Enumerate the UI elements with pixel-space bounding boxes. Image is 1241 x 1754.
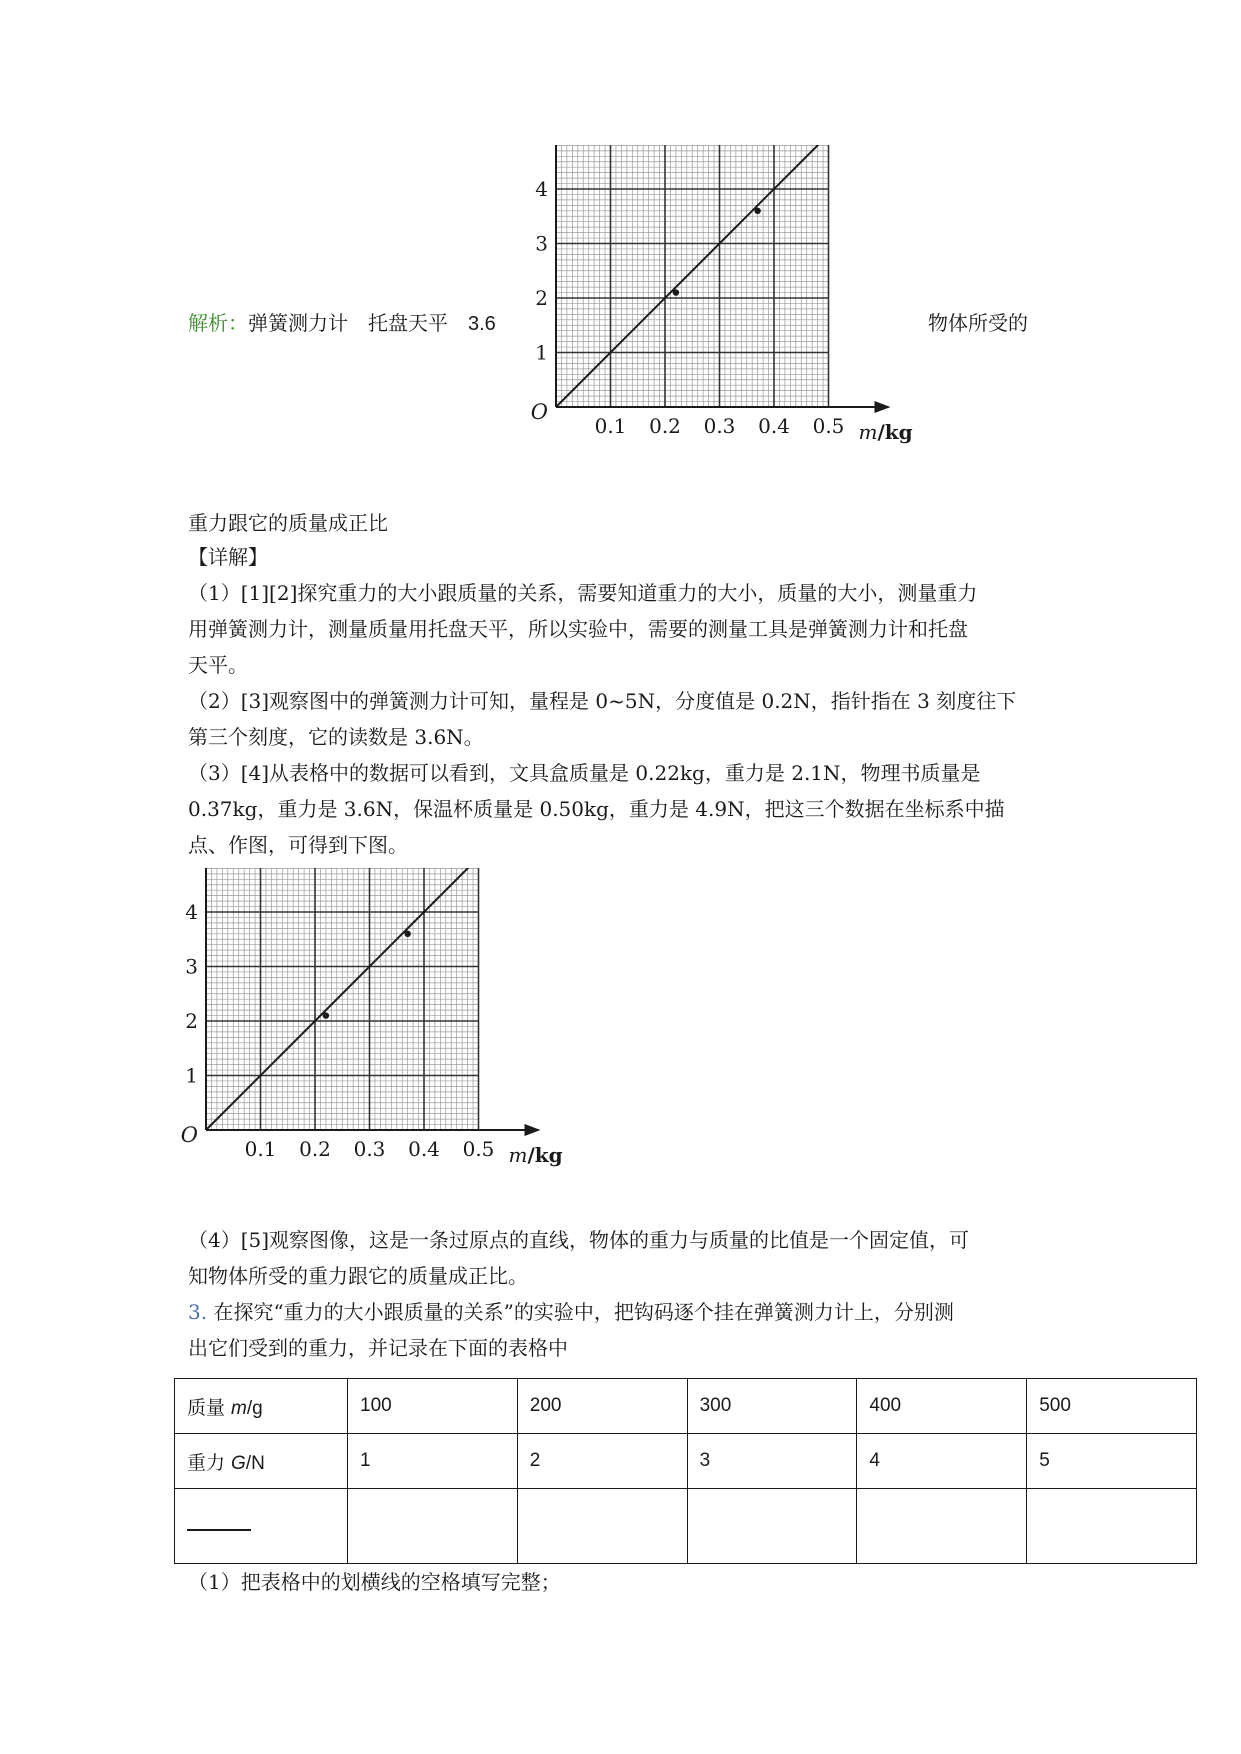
x-axis-arrow bbox=[525, 1124, 541, 1136]
table-cell[interactable] bbox=[687, 1489, 857, 1564]
analysis-continuation-right: 物体所受的 bbox=[928, 311, 1028, 335]
paragraph-line: 0.37kg，重力是 3.6N，保温杯质量是 0.50kg，重力是 4.9N，把这三个数据在坐标系中描 bbox=[188, 797, 1005, 821]
y-tick-label: 2 bbox=[535, 286, 548, 310]
table-cell[interactable] bbox=[857, 1489, 1027, 1564]
origin-label: O bbox=[180, 1123, 198, 1147]
table-cell: 3 bbox=[687, 1434, 857, 1489]
analysis-label: 解析： bbox=[188, 311, 248, 335]
data-point bbox=[754, 208, 760, 214]
row-label-var: m bbox=[231, 1397, 247, 1419]
paragraph-line: （1）[1][2]探究重力的大小跟质量的关系，需要知道重力的大小，质量的大小，测量重力 bbox=[188, 581, 978, 605]
table-cell bbox=[175, 1379, 348, 1434]
x-tick-label: 0.2 bbox=[649, 414, 681, 438]
table-row bbox=[175, 1379, 1197, 1434]
x-tick-label: 0.1 bbox=[594, 414, 627, 438]
table-row bbox=[175, 1489, 1197, 1564]
table-row bbox=[175, 1434, 1197, 1489]
chart-svg-1 bbox=[528, 145, 928, 500]
x-tick-label: 0.2 bbox=[299, 1137, 331, 1161]
y-tick-label: 3 bbox=[535, 231, 548, 256]
conclusion-line: （4）[5]观察图像，这是一条过原点的直线，物体的重力与质量的比值是一个固定值，可 bbox=[188, 1228, 970, 1252]
table-cell bbox=[175, 1434, 348, 1489]
y-tick-label: 4 bbox=[185, 900, 198, 924]
table-cell[interactable] bbox=[517, 1489, 687, 1564]
data-point bbox=[673, 289, 679, 295]
table-cell: 500 bbox=[1027, 1379, 1197, 1434]
mass-weight-chart-2 bbox=[178, 868, 578, 1223]
table-cell: 400 bbox=[857, 1379, 1027, 1434]
table-cell: 5 bbox=[1027, 1434, 1197, 1489]
question-3-text: 在探究“重力的大小跟质量的关系”的实验中，把钩码逐个挂在弹簧测力计上，分别测 bbox=[213, 1300, 954, 1324]
detail-heading: 【详解】 bbox=[188, 545, 268, 569]
question-3-line-1 bbox=[188, 1297, 954, 1327]
table-cell: 2 bbox=[517, 1434, 687, 1489]
paragraph-line: （2）[3]观察图中的弹簧测力计可知，量程是 0~5N，分度值是 0.2N，指针指在 3 刻度往下 bbox=[188, 689, 1017, 713]
table-cell: 300 bbox=[687, 1379, 857, 1434]
x-tick-label: 0.5 bbox=[812, 414, 845, 438]
data-point bbox=[323, 1012, 329, 1018]
paragraph-line: 第三个刻度，它的读数是 3.6N。 bbox=[188, 725, 484, 749]
table-cell: 100 bbox=[348, 1379, 518, 1434]
y-tick-label: 4 bbox=[535, 177, 548, 201]
mass-weight-chart-1 bbox=[528, 145, 928, 500]
row-label-text: 重力 bbox=[187, 1451, 232, 1474]
data-table bbox=[174, 1378, 1197, 1564]
y-tick-label: 3 bbox=[185, 954, 198, 979]
question-number: 3. bbox=[188, 1300, 208, 1324]
table-cell[interactable] bbox=[348, 1489, 518, 1564]
x-tick-label: 0.3 bbox=[353, 1137, 386, 1161]
row-label-unit: /g bbox=[246, 1397, 263, 1419]
analysis-line bbox=[188, 308, 496, 339]
x-tick-label: 0.1 bbox=[244, 1137, 277, 1161]
conclusion-line: 知物体所受的重力跟它的质量成正比。 bbox=[188, 1264, 528, 1288]
answer-1: 弹簧测力计 bbox=[248, 311, 348, 335]
paragraph-line: （3）[4]从表格中的数据可以看到，文具盒质量是 0.22kg，重力是 2.1N，物理书质量是 bbox=[188, 761, 981, 785]
row-label-unit: /N bbox=[245, 1452, 265, 1474]
row-label-text: 质量 bbox=[187, 1396, 232, 1419]
x-tick-label: 0.3 bbox=[703, 414, 736, 438]
table-cell-blank[interactable] bbox=[175, 1489, 348, 1564]
y-tick-label: 1 bbox=[535, 340, 548, 365]
sub-question-1: （1）把表格中的划横线的空格填写完整； bbox=[188, 1570, 561, 1594]
y-tick-label: 1 bbox=[185, 1063, 198, 1088]
x-axis-label: m/kg bbox=[858, 420, 913, 444]
answer-2: 托盘天平 bbox=[368, 311, 448, 335]
data-point bbox=[404, 931, 410, 937]
x-axis-arrow bbox=[875, 401, 891, 413]
fill-in-blank[interactable] bbox=[187, 1523, 251, 1531]
table-cell: 4 bbox=[857, 1434, 1027, 1489]
table-cell[interactable] bbox=[1027, 1489, 1197, 1564]
table-cell: 1 bbox=[348, 1434, 518, 1489]
y-tick-label: 2 bbox=[185, 1009, 198, 1033]
x-tick-label: 0.5 bbox=[462, 1137, 495, 1161]
row-label-var: G bbox=[231, 1452, 246, 1474]
paragraph-line: 用弹簧测力计，测量质量用托盘天平，所以实验中，需要的测量工具是弹簧测力计和托盘 bbox=[188, 617, 968, 641]
answer-3: 3.6 bbox=[468, 313, 496, 335]
chart-svg-2 bbox=[178, 868, 578, 1223]
x-tick-label: 0.4 bbox=[408, 1137, 440, 1161]
paragraph-line: 天平。 bbox=[188, 653, 248, 677]
question-3-line-2: 出它们受到的重力，并记录在下面的表格中 bbox=[188, 1336, 568, 1360]
x-axis-label: m/kg bbox=[508, 1143, 563, 1167]
analysis-continuation-line: 重力跟它的质量成正比 bbox=[188, 511, 388, 535]
x-tick-label: 0.4 bbox=[758, 414, 790, 438]
table-cell: 200 bbox=[517, 1379, 687, 1434]
y-tick-label bbox=[535, 145, 548, 147]
origin-label: O bbox=[530, 400, 548, 424]
y-tick-label bbox=[185, 868, 198, 870]
paragraph-line: 点、作图，可得到下图。 bbox=[188, 833, 408, 857]
